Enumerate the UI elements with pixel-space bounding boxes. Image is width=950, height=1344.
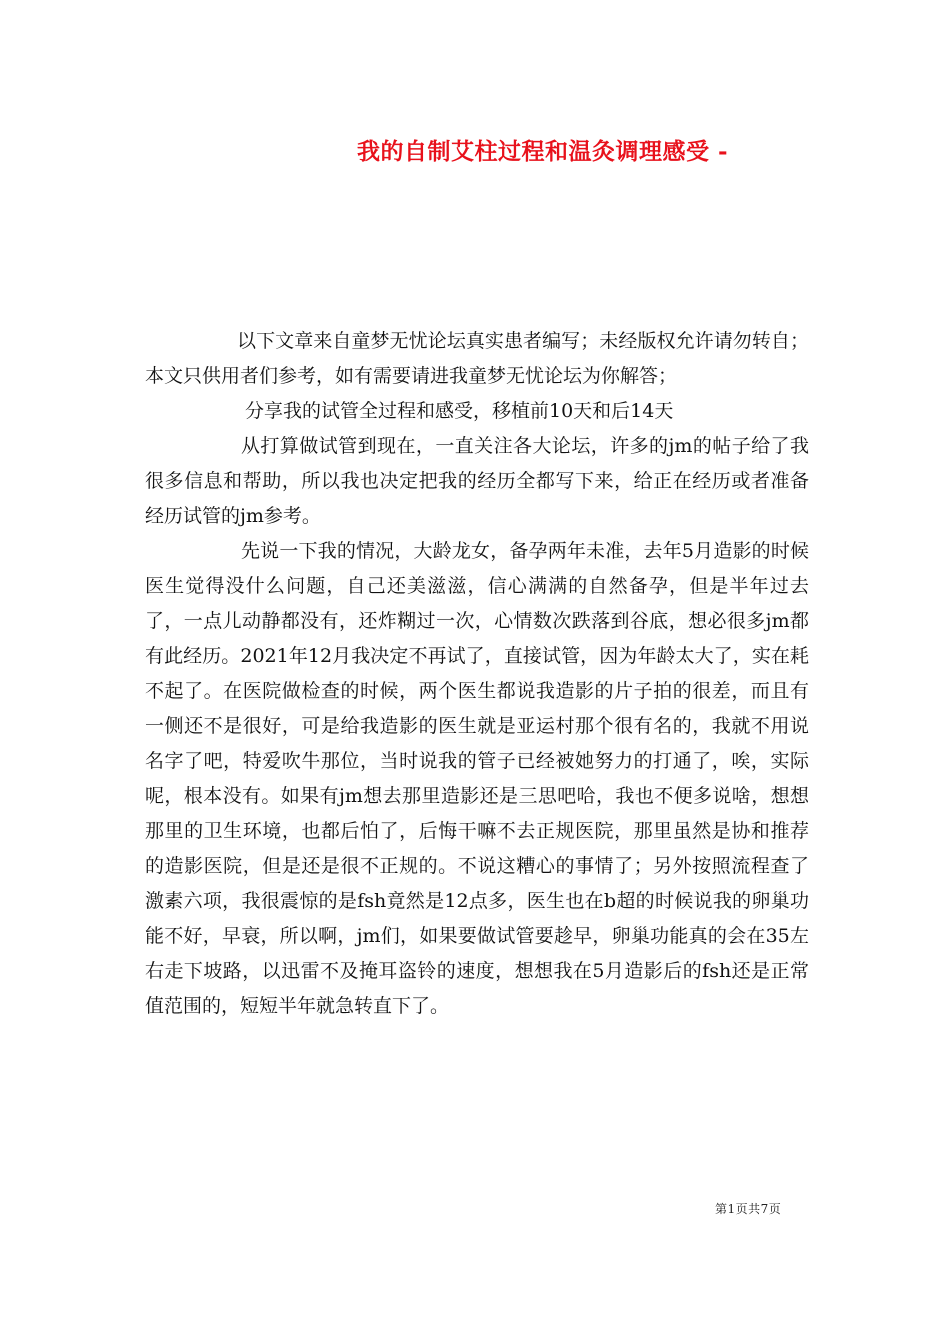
page-number: 第1页共7页 bbox=[715, 1202, 782, 1216]
body-paragraph: 从打算做试管到现在，一直关注各大论坛，许多的jm的帖子给了我很多信息和帮助，所以我也决定把我的经历全都写下来，给正在经历或者准备经历试管的jm参考。 bbox=[145, 435, 809, 527]
intro-paragraph: 以下文章来自童梦无忧论坛真实患者编写；未经版权允许请勿转自；本文只供用者们参考，如有需要请进我童梦无忧论坛为你解答； bbox=[145, 330, 809, 387]
document-title: 我的自制艾柱过程和温灸调理感受 - bbox=[356, 138, 729, 165]
share-paragraph: 分享我的试管全过程和感受，移植前10天和后14天 bbox=[245, 400, 674, 422]
body-paragraph: 先说一下我的情况，大龄龙女，备孕两年未准，去年5月造影的时候医生觉得没什么问题，自己还美滋滋，信心满满的自然备孕，但是半年过去了，一点儿动静都没有，还炸糊过一次，心情数次跌落到谷底，想必很多jm都有此经历。2021年12月我决定不再试了，直接试管，因为年龄太大了，实在耗不起了。在医院做检查的时候，两个医生都说我造影的片子拍的很差，而且有一侧还不是很好，可是给我造影的医生就是亚运村那个很有名的，我就不用说名字了吧，特爱吹牛那位，当时说我的管子已经被她努力的打通了，唉，实际呢，根本没有。如果有jm想去那里造影还是三思吧哈，我也不便多说啥，想想那里的卫生环境，也都后怕了，后悔干嘛不去正规医院，那里虽然是协和推荐的造影医院，但是还是很不正规的。不说这糟心的事情了；另外按照流程查了激素六项，我很震惊的是fsh竟然是12点多，医生也在b超的时候说我的卵巢功能不好，早衰，所以啊，jm们，如果要做试管要趁早，卵巢功能真的会在35左右走下坡路，以迅雷不及掩耳盗铃的速度，想想我在5月造影后的fsh还是正常值范围的，短短半年就急转直下了。 bbox=[145, 540, 809, 1017]
document-body bbox=[145, 324, 809, 1024]
